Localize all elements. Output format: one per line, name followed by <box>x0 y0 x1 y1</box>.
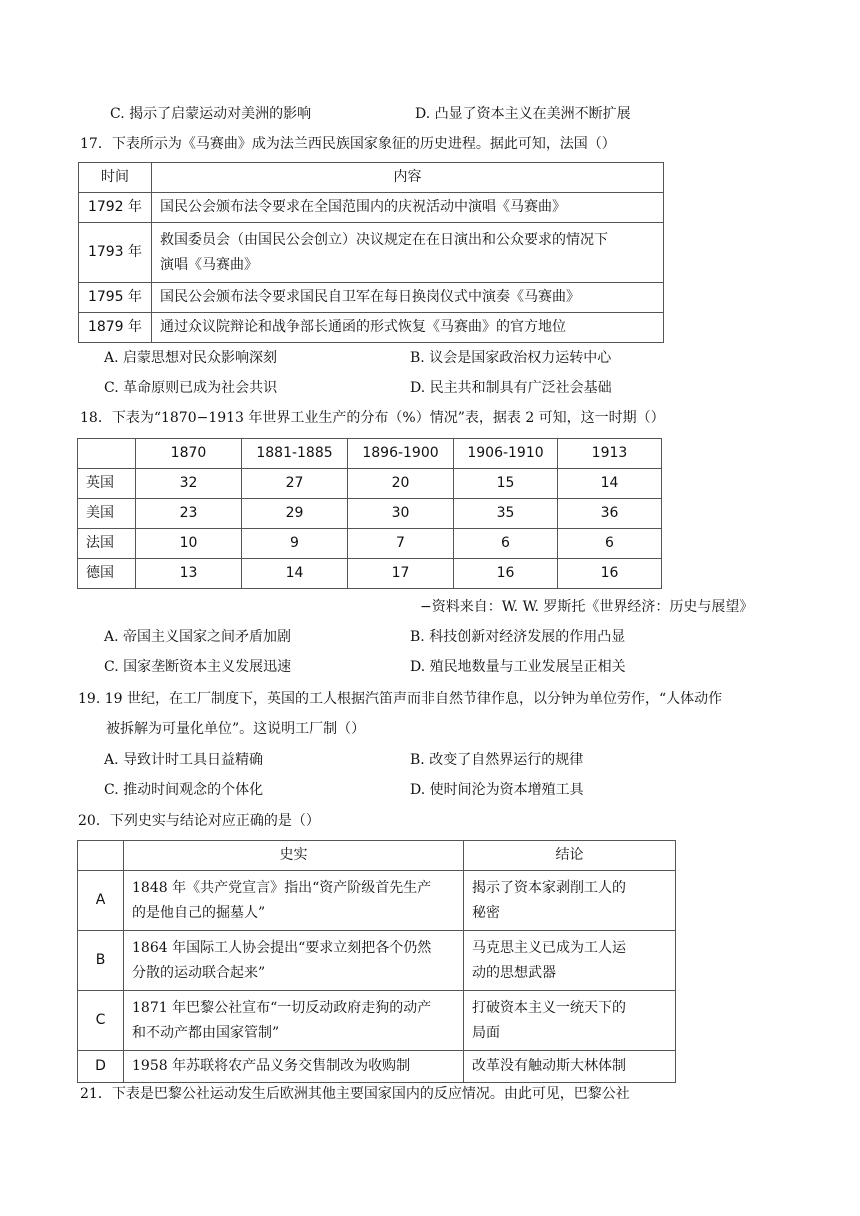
q20-row-letter: C <box>78 991 124 1051</box>
q20-row-conclusion <box>464 991 676 1051</box>
q18-cell: 16 <box>454 559 558 589</box>
q18-cell: 27 <box>242 469 348 499</box>
q20-header-blank <box>78 841 124 871</box>
q18-cell: 6 <box>558 529 662 559</box>
q17-row-year: 1792 年 <box>79 193 152 223</box>
q17-option-c: C. 革命原则已成为社会共识 <box>104 380 278 396</box>
q18-header-period: 1870 <box>136 439 242 469</box>
q20-fact-line: 1848 年《共产党宣言》指出“资产阶级首先生产 <box>132 879 432 896</box>
q18-cell: 23 <box>136 499 242 529</box>
q18-header-period: 1906-1910 <box>454 439 558 469</box>
q17-header-content: 内容 <box>152 163 664 193</box>
q20-header-fact: 史实 <box>124 841 464 871</box>
q19-option-d: D. 使时间沦为资本增殖工具 <box>410 782 584 798</box>
q20-header-conclusion: 结论 <box>464 841 676 871</box>
q18-cell: 6 <box>454 529 558 559</box>
q20-row-letter: D <box>78 1051 124 1083</box>
q18-cell: 29 <box>242 499 348 529</box>
q17-option-b: B. 议会是国家政治权力运转中心 <box>410 350 612 366</box>
q20-row-fact <box>124 1051 464 1083</box>
q20-row-fact <box>124 871 464 931</box>
q17-row-content: 国民公会颁布法令要求国民自卫军在每日换岗仪式中演奏《马赛曲》 <box>152 283 664 313</box>
q17-table <box>78 162 664 343</box>
q20-row-letter: B <box>78 931 124 991</box>
q18-cell: 7 <box>348 529 454 559</box>
q18-header-period: 1881-1885 <box>242 439 348 469</box>
q19-option-c: C. 推动时间观念的个体化 <box>104 782 264 798</box>
q18-cell: 14 <box>558 469 662 499</box>
q20-table <box>77 840 676 1083</box>
q18-country: 德国 <box>78 559 136 589</box>
q18-cell: 9 <box>242 529 348 559</box>
q20-row-conclusion <box>464 871 676 931</box>
q18-cell: 16 <box>558 559 662 589</box>
q17-row-year: 1793 年 <box>79 223 152 283</box>
q17-row-content: 通过众议院辩论和战争部长通函的形式恢复《马赛曲》的官方地位 <box>152 313 664 343</box>
q20-conclusion-line: 秘密 <box>472 904 500 921</box>
q19-option-a: A. 导致计时工具日益精确 <box>104 752 264 768</box>
q18-option-a: A. 帝国主义国家之间矛盾加剧 <box>104 629 292 645</box>
q18-header-period: 1913 <box>558 439 662 469</box>
q18-header-period: 1896-1900 <box>348 439 454 469</box>
q20-stem: 20．下列史实与结论对应正确的是（） <box>78 813 320 829</box>
q18-cell: 20 <box>348 469 454 499</box>
q18-option-c: C. 国家垄断资本主义发展迅速 <box>104 659 292 675</box>
q19-option-b: B. 改变了自然界运行的规律 <box>410 752 584 768</box>
q19-stem-line2: 被拆解为可量化单位”。这说明工厂制（） <box>106 721 366 737</box>
q20-row-letter: A <box>78 871 124 931</box>
q18-cell: 17 <box>348 559 454 589</box>
q21-stem: 21．下表是巴黎公社运动发生后欧洲其他主要国家国内的反应情况。由此可见，巴黎公社 <box>80 1086 630 1102</box>
q17-stem: 17．下表所示为《马赛曲》成为法兰西民族国家象征的历史进程。据此可知，法国（） <box>80 136 616 152</box>
q17-option-a: A. 启蒙思想对民众影响深刻 <box>104 350 278 366</box>
q17-row-content-line: 演唱《马赛曲》 <box>160 256 258 273</box>
q18-cell: 30 <box>348 499 454 529</box>
q20-conclusion-line: 改革没有触动斯大林体制 <box>472 1058 626 1074</box>
q18-country: 美国 <box>78 499 136 529</box>
q18-cell: 32 <box>136 469 242 499</box>
q17-row-content <box>152 223 664 283</box>
q20-fact-line: 的是他自己的掘墓人” <box>132 904 266 921</box>
q16-option-c: C. 揭示了启蒙运动对美洲的影响 <box>110 106 312 122</box>
q18-cell: 14 <box>242 559 348 589</box>
q20-fact-line: 1958 年苏联将农产品义务交售制改为收购制 <box>132 1058 411 1074</box>
q20-row-fact <box>124 931 464 991</box>
q19-stem-line1: 19. 19 世纪，在工厂制度下，英国的工人根据汽笛声而非自然节律作息，以分钟为单位劳作，“人体动作 <box>78 691 723 707</box>
q20-conclusion-line: 马克思主义已成为工人运 <box>472 939 626 956</box>
q18-cell: 15 <box>454 469 558 499</box>
q18-option-d: D. 殖民地数量与工业发展呈正相关 <box>410 659 626 675</box>
q20-fact-line: 1871 年巴黎公社宣布“一切反动政府走狗的动产 <box>132 999 432 1016</box>
q17-row-year: 1795 年 <box>79 283 152 313</box>
q18-source: −资料来自：W. W. 罗斯托《世界经济：历史与展望》 <box>420 599 754 615</box>
q18-cell: 35 <box>454 499 558 529</box>
q18-table <box>77 438 662 589</box>
q18-country: 英国 <box>78 469 136 499</box>
q18-cell: 13 <box>136 559 242 589</box>
q17-header-time: 时间 <box>79 163 152 193</box>
q20-conclusion-line: 局面 <box>472 1024 500 1041</box>
q20-conclusion-line: 打破资本主义一统天下的 <box>472 999 626 1016</box>
q20-conclusion-line: 揭示了资本家剥削工人的 <box>472 879 626 896</box>
q16-option-d: D. 凸显了资本主义在美洲不断扩展 <box>415 106 631 122</box>
q18-option-b: B. 科技创新对经济发展的作用凸显 <box>410 629 626 645</box>
q20-row-conclusion <box>464 1051 676 1083</box>
q20-row-conclusion <box>464 931 676 991</box>
q18-cell: 10 <box>136 529 242 559</box>
q17-row-content-line: 救国委员会（由国民公会创立）决议规定在在日演出和公众要求的情况下 <box>160 231 608 248</box>
q18-stem: 18．下表为“1870−1913 年世界工业生产的分布（%）情况”表，据表 2 可知，这一时期（） <box>80 410 665 426</box>
q20-fact-line: 1864 年国际工人协会提出“要求立刻把各个仍然 <box>132 939 432 956</box>
q17-option-d: D. 民主共和制具有广泛社会基础 <box>410 380 612 396</box>
q17-row-year: 1879 年 <box>79 313 152 343</box>
q20-fact-line: 分散的运动联合起来” <box>132 964 266 981</box>
q17-row-content: 国民公会颁布法令要求在全国范围内的庆祝活动中演唱《马赛曲》 <box>152 193 664 223</box>
q18-country: 法国 <box>78 529 136 559</box>
q20-fact-line: 和不动产都由国家管制” <box>132 1024 280 1041</box>
q18-cell: 36 <box>558 499 662 529</box>
q18-header-blank <box>78 439 136 469</box>
q20-row-fact <box>124 991 464 1051</box>
q20-conclusion-line: 动的思想武器 <box>472 964 556 981</box>
